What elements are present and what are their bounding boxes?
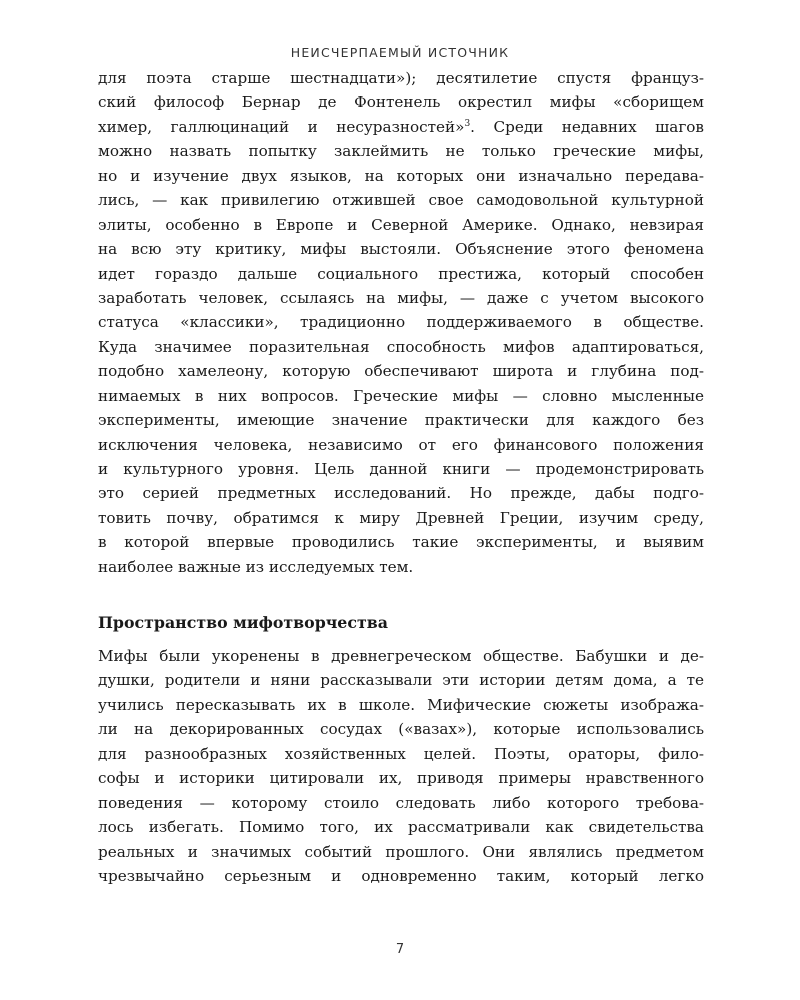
text-line: реальных и значимых событий прошлого. Они являлись предметом — [98, 842, 704, 861]
text-line: нимаемых в них вопросов. Греческие мифы — словно мысленные — [98, 386, 704, 405]
text-line: ли на декорированных сосудах («вазах»), которые использовались — [98, 720, 704, 739]
paragraph-1 — [98, 66, 704, 579]
text-line: идет гораздо дальше социального престижа, который способен — [98, 264, 704, 283]
text-line: чрезвычайно серьезным и одновременно таким, который легко — [98, 866, 704, 885]
text-line: Мифы были укоренены в древнегреческом обществе. Бабушки и де- — [98, 647, 704, 665]
text-line: подобно хамелеону, которую обеспечивают широта и глубина под- — [98, 362, 704, 381]
text-line: душки, родители и няни рассказывали эти истории детям дома, а те — [98, 671, 704, 690]
running-head: НЕИСЧЕРПАЕМЫЙ ИСТОЧНИК — [290, 45, 510, 60]
text-line: но и изучение двух языков, на которых они изначально передава- — [98, 166, 704, 185]
text-line: лись, — как привилегию отжившей свое самодовольной культурной — [98, 191, 704, 210]
text-line: для разнообразных хозяйственных целей. Поэты, ораторы, фило- — [98, 744, 704, 763]
text-line: можно назвать попытку заклеймить не только греческие мифы, — [98, 142, 704, 161]
text-line: для поэта старше шестнадцати»); десятилетие спустя француз- — [98, 69, 704, 87]
text-line-with-footnote — [98, 115, 704, 139]
text-segment: химер, галлюцинаций и несуразностей» — [98, 117, 465, 136]
text-line: товить почву, обратимся к миру Древней Греции, изучим среду, — [98, 508, 704, 527]
text-line: исключения человека, независимо от его финансового положения — [98, 435, 704, 454]
paragraph-2 — [98, 644, 704, 888]
footnote-ref[interactable]: 3 — [464, 118, 471, 129]
text-line: на всю эту критику, мифы выстояли. Объяснение этого феномена — [98, 240, 704, 259]
text-line: софы и историки цитировали их, приводя примеры нравственного — [98, 769, 704, 788]
text-line: учились пересказывать их в школе. Мифические сюжеты изобража- — [98, 695, 704, 714]
section-heading: Пространство мифотворчества — [98, 613, 388, 632]
text-line: и культурного уровня. Цель данной книги — продемонстрировать — [98, 460, 704, 478]
text-line: эксперименты, имеющие значение практически для каждого без — [98, 411, 704, 430]
footnote-period: . — [470, 117, 475, 136]
text-line: лось избегать. Помимо того, их рассматривали как свидетельства — [98, 818, 704, 837]
text-line: статуса «классики», традиционно поддерживаемого в обществе. — [98, 313, 704, 332]
text-line: это серией предметных исследований. Но прежде, дабы подго- — [98, 484, 704, 503]
text-line: в которой впервые проводились такие эксперименты, и выявим — [98, 533, 704, 552]
text-line: заработать человек, ссылаясь на мифы, — даже с учетом высокого — [98, 288, 704, 307]
text-line: ский философ Бернар де Фонтенель окрестил мифы «сборищем — [98, 93, 704, 112]
text-segment: Среди недавних шагов — [475, 117, 704, 136]
text-line: элиты, особенно в Европе и Северной Америке. Однако, невзирая — [98, 215, 704, 234]
text-line: поведения — которому стоило следовать либо которого требова- — [98, 793, 704, 812]
text-line: наиболее важные из исследуемых тем. — [98, 557, 414, 576]
text-line: Куда значимее поразительная способность мифов адаптироваться, — [98, 337, 704, 356]
page-number: 7 — [395, 942, 405, 957]
